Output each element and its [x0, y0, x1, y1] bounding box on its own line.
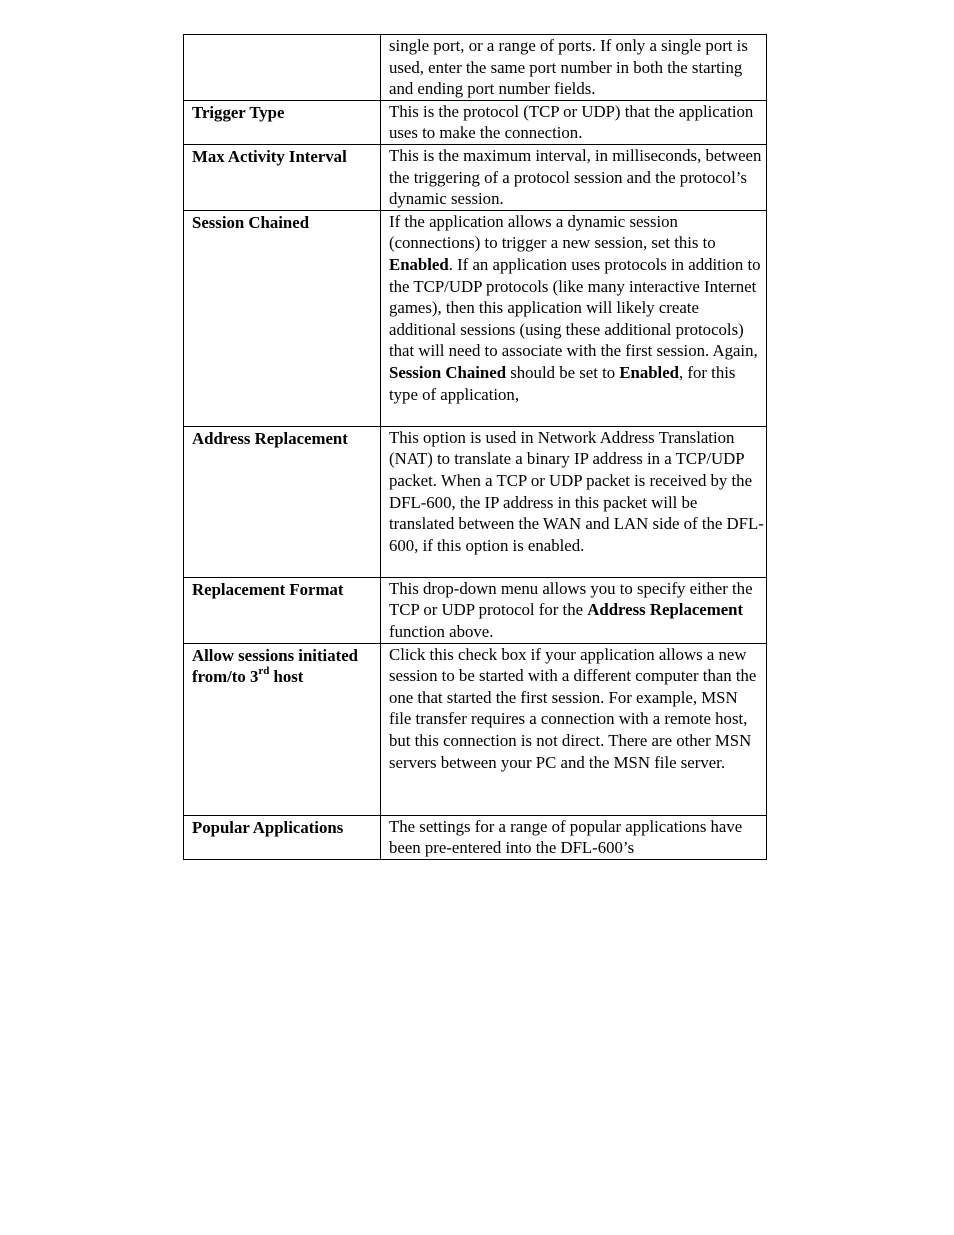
term-label: Allow sessions initiated from/to 3 — [192, 645, 358, 687]
description-bold-text: Session Chained — [389, 362, 507, 382]
term-cell — [184, 426, 381, 577]
description-text: single port, or a range of ports. If only a single port is used, enter the same port number in both the starting and ending port number fields. — [389, 36, 748, 99]
term-cell — [184, 210, 381, 426]
description-text: , for this type of application, — [389, 362, 736, 404]
settings-definition-table — [183, 34, 767, 860]
description-cell — [381, 35, 767, 101]
description-bold-text: Enabled — [619, 362, 680, 382]
description-cell — [381, 144, 767, 210]
table-row — [184, 144, 767, 210]
term-cell — [184, 643, 381, 815]
description-bold-text: Enabled — [389, 254, 449, 274]
term-label: Max Activity Interval — [192, 146, 347, 166]
term-cell — [184, 35, 381, 101]
description-cell — [381, 426, 767, 577]
term-cell — [184, 144, 381, 210]
term-superscript: rd — [258, 664, 270, 677]
term-cell — [184, 100, 381, 144]
description-cell — [381, 100, 767, 144]
description-text: If the application allows a dynamic session (connections) to trigger a new session, set this to — [389, 211, 716, 253]
description-cell — [381, 577, 767, 643]
description-text: This drop-down menu allows you to specify either the TCP or UDP protocol for the — [389, 578, 753, 620]
description-bold-text: Address Replacement — [587, 600, 744, 620]
table-body — [184, 35, 767, 860]
description-text: The settings for a range of popular applications have been pre-entered into the DFL-600’s — [389, 816, 743, 858]
description-text: This option is used in Network Address Translation (NAT) to translate a binary IP address in a TCP/UDP packet. When a TCP or UDP packet is received by the DFL-600, the IP address in this packet will be translated between the WAN and LAN side of the DFL-600, if this option is enabled. — [389, 427, 764, 555]
description-text: . If an application uses protocols in addition to the TCP/UDP protocols (like many interactive Internet games), then this application will likely create additional sessions (using these additional protocols) that will need to associate with the first session. Again, — [389, 254, 761, 361]
table-row — [184, 426, 767, 577]
table-row — [184, 35, 767, 101]
table-row — [184, 643, 767, 815]
table-row — [184, 210, 767, 426]
description-cell — [381, 815, 767, 859]
term-label: Session Chained — [192, 212, 310, 232]
term-label: Replacement Format — [192, 579, 344, 599]
term-label: Trigger Type — [192, 102, 285, 122]
description-cell — [381, 210, 767, 426]
description-cell — [381, 643, 767, 815]
table-row — [184, 577, 767, 643]
table-row — [184, 100, 767, 144]
description-text: should be set to — [506, 362, 620, 382]
term-label: Popular Applications — [192, 817, 344, 837]
term-cell — [184, 577, 381, 643]
description-text: This is the protocol (TCP or UDP) that the application uses to make the connection. — [389, 101, 754, 143]
description-text: This is the maximum interval, in milliseconds, between the triggering of a protocol session and the protocol’s dynamic session. — [389, 145, 762, 209]
table-row — [184, 815, 767, 859]
description-text: function above. — [389, 621, 494, 641]
term-label: Address Replacement — [192, 428, 348, 448]
description-text: Click this check box if your application allows a new session to be started with a different computer than the one that started the first session. For example, MSN file transfer requires a connection with a remote host, but this connection is not direct. There are other MSN servers between your PC and the MSN file server. — [389, 644, 757, 772]
term-cell — [184, 815, 381, 859]
term-label-tail: host — [269, 667, 304, 687]
